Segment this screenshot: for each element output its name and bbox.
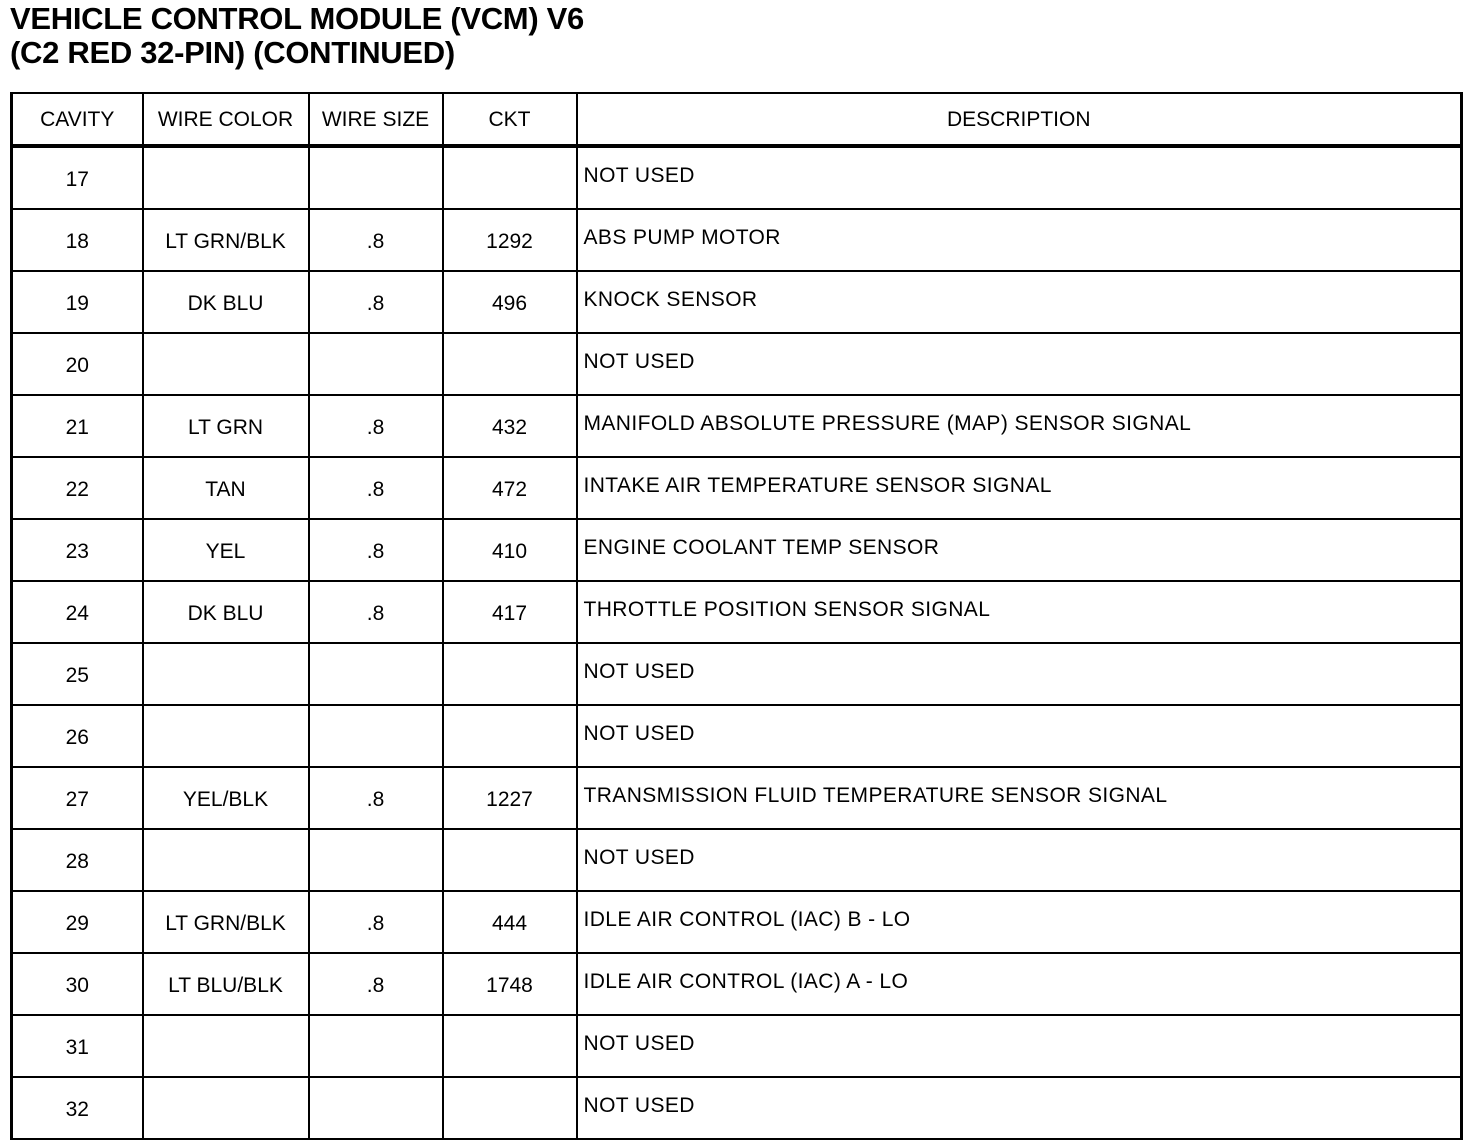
cell-cavity: 32 [12,1077,143,1139]
table-row [12,891,1462,953]
cell-wire-size [309,643,443,705]
cell-wire-color: LT GRN/BLK [143,891,309,953]
cell-ckt [443,829,577,891]
cell-wire-size: .8 [309,457,443,519]
cell-wire-size: .8 [309,581,443,643]
cell-description: IDLE AIR CONTROL (IAC) A - LO [577,953,1462,1015]
cell-wire-color: YEL [143,519,309,581]
cell-ckt: 417 [443,581,577,643]
table-row [12,1077,1462,1139]
cell-cavity: 23 [12,519,143,581]
cell-cavity: 17 [12,146,143,209]
cell-cavity: 31 [12,1015,143,1077]
cell-wire-size: .8 [309,767,443,829]
table-row [12,767,1462,829]
table-row [12,581,1462,643]
cell-cavity: 21 [12,395,143,457]
table-row [12,395,1462,457]
column-header-cavity: CAVITY [12,93,143,146]
cell-ckt: 496 [443,271,577,333]
cell-wire-color [143,1077,309,1139]
cell-cavity: 18 [12,209,143,271]
cell-wire-size: .8 [309,519,443,581]
cell-description: TRANSMISSION FLUID TEMPERATURE SENSOR SIGNAL [577,767,1462,829]
connector-pinout-table [10,92,1463,1140]
table-row [12,519,1462,581]
table-row [12,1015,1462,1077]
column-header-ckt: CKT [443,93,577,146]
cell-ckt: 1748 [443,953,577,1015]
cell-wire-size: .8 [309,395,443,457]
cell-description: ABS PUMP MOTOR [577,209,1462,271]
cell-description: NOT USED [577,829,1462,891]
cell-wire-color [143,333,309,395]
cell-description: NOT USED [577,1077,1462,1139]
cell-cavity: 29 [12,891,143,953]
cell-ckt [443,333,577,395]
table-row [12,457,1462,519]
cell-wire-size: .8 [309,891,443,953]
header-row [12,93,1462,146]
cell-wire-size [309,1077,443,1139]
cell-description: NOT USED [577,333,1462,395]
cell-cavity: 25 [12,643,143,705]
cell-wire-size [309,829,443,891]
cell-cavity: 26 [12,705,143,767]
cell-description: NOT USED [577,705,1462,767]
cell-ckt: 472 [443,457,577,519]
table-header [12,93,1462,146]
cell-ckt [443,1015,577,1077]
cell-cavity: 19 [12,271,143,333]
cell-wire-size: .8 [309,953,443,1015]
cell-wire-color: DK BLU [143,581,309,643]
cell-description: THROTTLE POSITION SENSOR SIGNAL [577,581,1462,643]
cell-description: IDLE AIR CONTROL (IAC) B - LO [577,891,1462,953]
cell-wire-color [143,829,309,891]
table-row [12,705,1462,767]
cell-wire-color: LT GRN/BLK [143,209,309,271]
table-row [12,271,1462,333]
cell-description: NOT USED [577,643,1462,705]
cell-cavity: 22 [12,457,143,519]
cell-description: NOT USED [577,1015,1462,1077]
cell-wire-size [309,333,443,395]
cell-description: MANIFOLD ABSOLUTE PRESSURE (MAP) SENSOR SIGNAL [577,395,1462,457]
column-header-wire-size: WIRE SIZE [309,93,443,146]
cell-wire-color [143,146,309,209]
cell-description: NOT USED [577,146,1462,209]
cell-ckt [443,1077,577,1139]
title-line-1: VEHICLE CONTROL MODULE (VCM) V6 [10,1,584,36]
table-row [12,953,1462,1015]
table-row [12,209,1462,271]
cell-ckt: 1292 [443,209,577,271]
cell-wire-color [143,643,309,705]
cell-ckt: 432 [443,395,577,457]
cell-description: KNOCK SENSOR [577,271,1462,333]
cell-wire-color: TAN [143,457,309,519]
table-body [12,146,1462,1139]
cell-ckt: 444 [443,891,577,953]
cell-wire-color: DK BLU [143,271,309,333]
cell-cavity: 30 [12,953,143,1015]
cell-ckt: 1227 [443,767,577,829]
cell-cavity: 28 [12,829,143,891]
table-row [12,333,1462,395]
cell-wire-size: .8 [309,271,443,333]
cell-wire-size [309,146,443,209]
cell-ckt: 410 [443,519,577,581]
cell-wire-color: LT GRN [143,395,309,457]
cell-wire-color [143,705,309,767]
cell-description: INTAKE AIR TEMPERATURE SENSOR SIGNAL [577,457,1462,519]
column-header-wire-color: WIRE COLOR [143,93,309,146]
cell-wire-size: .8 [309,209,443,271]
table-row [12,146,1462,209]
column-header-description: DESCRIPTION [577,93,1462,146]
cell-ckt [443,705,577,767]
cell-cavity: 20 [12,333,143,395]
cell-description: ENGINE COOLANT TEMP SENSOR [577,519,1462,581]
cell-wire-color: LT BLU/BLK [143,953,309,1015]
title-line-2: (C2 RED 32-PIN) (CONTINUED) [10,35,455,70]
table-row [12,643,1462,705]
cell-cavity: 24 [12,581,143,643]
cell-wire-size [309,705,443,767]
table-row [12,829,1462,891]
cell-ckt [443,146,577,209]
cell-wire-color: YEL/BLK [143,767,309,829]
page-title [10,2,584,70]
cell-wire-size [309,1015,443,1077]
cell-wire-color [143,1015,309,1077]
cell-ckt [443,643,577,705]
cell-cavity: 27 [12,767,143,829]
